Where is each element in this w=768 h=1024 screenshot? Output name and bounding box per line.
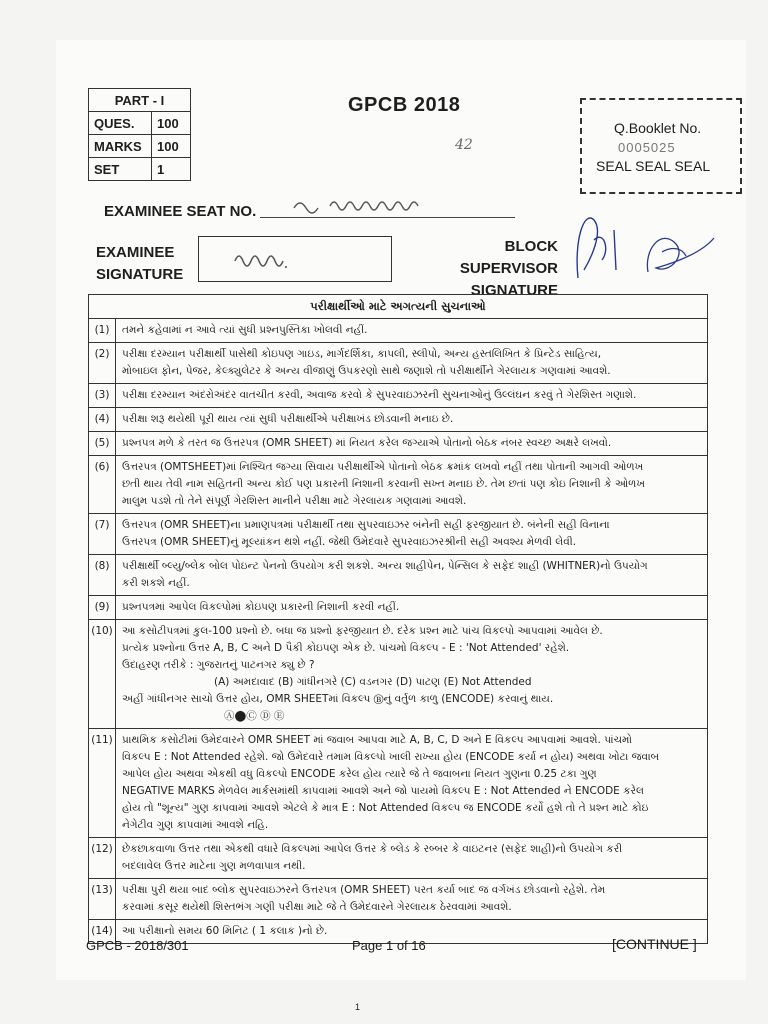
instruction-text xyxy=(116,432,708,456)
instruction-row xyxy=(89,319,708,343)
qbooklet-number: 0005025 xyxy=(618,140,676,155)
instruction-line: આ પરીક્ષાનો સમય 60 મિનિટ ( 1 કલાક )નો છે. xyxy=(122,925,328,937)
instruction-line: કરી શકશે નહીં. xyxy=(122,577,190,589)
instruction-row xyxy=(89,596,708,620)
instruction-line: આ કસોટીપત્રમાં કુલ-100 પ્રશ્નો છે. બધા જ પ્રશ્નો ફરજીયાત છે. દરેક પ્રશ્ન માટે પાંચ વિકલ્પો આપવામાં આવેલ છે. xyxy=(122,625,603,637)
marks-label: MARKS xyxy=(89,135,152,158)
instruction-line: હોય તો "શૂન્ય" ગુણ કાપવામાં આવશે એટલે કે માત્ર E : Not Attended વિકલ્પ જ ENCODE કર્યો હશે તો તે પ્રશ્ન માટે કોઇ xyxy=(122,802,649,814)
qbooklet-label: Q.Booklet No. xyxy=(614,120,702,136)
instruction-line: પરીક્ષા શરૂ થયેથી પૂરી થાય ત્યાં સુધી પરીક્ષાર્થીએ પરીક્ષાખંડ છોડવાની મનાઇ છે. xyxy=(122,413,454,425)
exam-title: GPCB 2018 xyxy=(348,94,461,116)
instruction-line: પ્રશ્નપત્ર મળે કે તરત જ ઉત્તરપત્ર (OMR SHEET) માં નિયત કરેલ જગ્યાએ પોતાનો બેઠક નંબર સ્વચ્છ અક્ષરે લખવો. xyxy=(122,437,612,449)
examinee-signature-scribble xyxy=(199,237,391,281)
instruction-line: પ્રાથમિક કસોટીમાં ઉમેદવારને OMR SHEET માં જવાબ આપવા માટે A, B, C, D અને E વિકલ્પ આપવામાં આવશે. પાંચમો xyxy=(122,734,633,746)
instruction-line: Ⓐ⬤Ⓒ Ⓓ Ⓔ xyxy=(224,710,285,722)
page-indicator: Page 1 of 16 xyxy=(352,938,426,953)
instruction-number: (1) xyxy=(89,319,116,343)
instruction-text xyxy=(116,319,708,343)
instruction-line: કરવામાં કસૂર થયેથી શિસ્તભંગ ગણી પરીક્ષા માટે જે તે ઉમેદવારને ગેરલાયક ઠેરવવામાં આવશે. xyxy=(122,901,512,913)
part-info-table xyxy=(88,88,191,181)
instruction-line: છેકછાકવાળા ઉત્તર તથા એકથી વધારે વિકલ્પમાં આપેલ ઉત્તર કે બ્લેડ કે રબ્બર કે વાઇટનર (સફેદ શાહી)નો ઉપયોગ કરી xyxy=(122,843,623,855)
instruction-number: (3) xyxy=(89,384,116,408)
instruction-text xyxy=(116,620,708,729)
instruction-number: (4) xyxy=(89,408,116,432)
instruction-text xyxy=(116,555,708,596)
instruction-line: પરીક્ષા દરમ્યાન અંદરોઅંદર વાતચીત કરવી, અવાજ કરવો કે સુપરવાઇઝરની સુચનાઓનું ઉલ્લંઘન કરવું તે ગેરશિસ્ત ગણાશે. xyxy=(122,389,637,401)
instruction-line: માલુમ પડશે તો તેને સંપૂર્ણ ગેરશિસ્ત માનીને પરીક્ષા માટે ગેરલાયક ગણવામાં આવશે. xyxy=(122,495,467,507)
handwritten-mark: 42 xyxy=(455,137,473,153)
instruction-text xyxy=(116,384,708,408)
supervisor-signature xyxy=(564,200,724,290)
part-label: PART - I xyxy=(89,89,191,112)
instruction-line: બદલાવેલ ઉત્તર માટેના ગુણ મળવાપાત્ર નથી. xyxy=(122,860,306,872)
instruction-number: (5) xyxy=(89,432,116,456)
seat-number-line xyxy=(260,217,515,218)
instruction-line: પ્રત્યેક પ્રશ્નોના ઉત્તર A, B, C અને D પૈકી કોઇપણ એક છે. પાંચમો વિકલ્પ - E : 'Not Attended' રહેશે. xyxy=(122,642,570,654)
examinee-signature-label: EXAMINEE SIGNATURE xyxy=(96,244,184,283)
instruction-number: (6) xyxy=(89,456,116,514)
seal-text: SEAL SEAL SEAL xyxy=(596,158,711,174)
instruction-number: (10) xyxy=(89,620,116,729)
instruction-row xyxy=(89,384,708,408)
instruction-line: પરીક્ષા પુરી થયા બાદ બ્લોક સુપરવાઇઝરને ઉત્તરપત્ર (OMR SHEET) પરત કર્યા બાદ જ વર્ગખંડ છોડવાનો રહેશે. તેમ xyxy=(122,884,606,896)
instruction-text xyxy=(116,514,708,555)
question-booklet-box xyxy=(580,98,742,194)
instruction-text xyxy=(116,879,708,920)
seat-number-label: EXAMINEE SEAT NO. xyxy=(104,203,257,220)
instructions-heading: પરીક્ષાર્થીઓ માટે અગત્યની સુચનાઓ xyxy=(89,295,708,319)
instruction-row xyxy=(89,456,708,514)
instruction-row xyxy=(89,838,708,879)
instruction-line: નેગેટીવ ગુણ કાપવામાં આવશે નહિ. xyxy=(122,819,269,831)
instruction-row xyxy=(89,620,708,729)
instruction-line: ઉત્તરપત્ર (OMTSHEET)માં નિશ્ચિત જગ્યા સિવાય પરીક્ષાર્થીએ પોતાનો બેઠક ક્રમાંક લખવો નહીં તથા પોતાની આગવી ઓળખ xyxy=(122,461,644,473)
instruction-number: (7) xyxy=(89,514,116,555)
instruction-row xyxy=(89,408,708,432)
set-label: SET xyxy=(89,158,152,181)
instruction-row xyxy=(89,432,708,456)
instruction-row xyxy=(89,555,708,596)
page-number: 1 xyxy=(355,1002,361,1012)
ques-value: 100 xyxy=(152,112,191,135)
seat-number-scribble xyxy=(290,196,460,216)
instruction-number: (13) xyxy=(89,879,116,920)
instructions-table xyxy=(88,294,708,944)
instruction-row xyxy=(89,879,708,920)
marks-value: 100 xyxy=(152,135,191,158)
instruction-row xyxy=(89,729,708,838)
exam-code: GPCB - 2018/301 xyxy=(86,938,189,953)
examinee-signature-box xyxy=(198,236,392,282)
block-supervisor-label: BLOCK SUPERVISOR SIGNATURE xyxy=(459,238,558,299)
ques-label: QUES. xyxy=(89,112,152,135)
instruction-text xyxy=(116,456,708,514)
instruction-line: પ્રશ્નપત્રમાં આપેલ વિકલ્પોમાં કોઇપણ પ્રકારની નિશાની કરવી નહીં. xyxy=(122,601,400,613)
instruction-number: (14) xyxy=(89,920,116,944)
instruction-number: (12) xyxy=(89,838,116,879)
instruction-line: NEGATIVE MARKS મેળવેલ માર્કસમાંથી કાપવામાં આવશે અને જો પાયમો વિકલ્પ E : Not Attended ને ENCODE કરેલ xyxy=(122,785,644,797)
instruction-text xyxy=(116,729,708,838)
instruction-number: (9) xyxy=(89,596,116,620)
instruction-line: આપેલ હોય અથવા એકથી વધુ વિકલ્પો ENCODE કરેલ હોય ત્યારે જે તે જવાબના નિયત ગુણના 0.25 ટકા ગુણ xyxy=(122,768,597,780)
instruction-text xyxy=(116,408,708,432)
instruction-text xyxy=(116,343,708,384)
instruction-line: છતી થાય તેવી નામ સહિતની અન્ય કોઈ પણ પ્રકારની નિશાની કરવાની સખ્ત મનાઇ છે. તેમ છતાં પણ કોઇ નિશાની કે ઓળખ xyxy=(122,478,645,490)
instruction-line: તમને કહેવામાં ન આવે ત્યાં સુધી પ્રશ્નપુસ્તિકા ખોલવી નહીં. xyxy=(122,324,368,336)
instruction-line: ઉદાહરણ તરીકે : ગુજરાતનું પાટનગર ક્યુ છે ? xyxy=(122,659,315,671)
instruction-line: પરીક્ષાર્થી બ્લ્યુ/બ્લેક બોલ પોઇન્ટ પેનનો ઉપયોગ કરી શકશે. અન્ય શાહીપેન, પેન્સિલ કે સફેદ શાહી (WHITNER)નો ઉપયોગ xyxy=(122,560,648,572)
set-value: 1 xyxy=(152,158,191,181)
continue-label: [CONTINUE ] xyxy=(612,936,697,952)
instruction-line: વિકલ્પ E : Not Attended રહેશે. જો ઉમેદવારે તમામ વિકલ્પો ખાલી રાખ્યા હોય (ENCODE કર્યા ન હોય) અથવા ખોટા જવાબ xyxy=(122,751,660,763)
instruction-line: ઉત્તરપત્ર (OMR SHEET)ના પ્રમાણપત્રમાં પરીક્ષાર્થી તથા સુપરવાઇઝર બંનેની સહી ફરજીયાત છે. બંનેની સહી વિનાના xyxy=(122,519,610,531)
instruction-line: ઉત્તરપત્ર (OMR SHEET)નું મૂલ્યાંકન થશે નહીં. જેથી ઉમેદવારે સુપરવાઇઝરશ્રીની સહી અવશ્ય મેળવી લેવી. xyxy=(122,536,577,548)
instruction-line: પરીક્ષા દરમ્યાન પરીક્ષાર્થી પાસેથી કોઇપણ ગાઇડ, માર્ગદર્શિકા, કાપલી, સ્લીપો, અન્ય હસ્તલિખિત કે પ્રિન્ટેડ સાહિત્ય, xyxy=(122,348,602,360)
instruction-line: મોબાઇલ ફોન, પેજર, કેલ્ક્યુલેટર કે અન્ય વીજાણું ઉપકરણો સાથે જણાશે તો પરીક્ષાર્થીને ગેરલાયક ગણવામાં આવશે. xyxy=(122,365,611,377)
instruction-row xyxy=(89,514,708,555)
instruction-number: (8) xyxy=(89,555,116,596)
instruction-line: અહીં ગાંધીનગર સાચો ઉત્તર હોય, OMR SHEETમાં વિકલ્પ Ⓑનું વર્તુળ કાળુ (ENCODE) કરવાનું થાય. xyxy=(122,693,554,705)
instruction-number: (11) xyxy=(89,729,116,838)
instruction-text xyxy=(116,596,708,620)
instruction-line: (A) અમદાવાદ (B) ગાંધીનગરે (C) વડનગર (D) પાટણ (E) Not Attended xyxy=(214,676,532,688)
instruction-row xyxy=(89,343,708,384)
instruction-number: (2) xyxy=(89,343,116,384)
instruction-text xyxy=(116,838,708,879)
